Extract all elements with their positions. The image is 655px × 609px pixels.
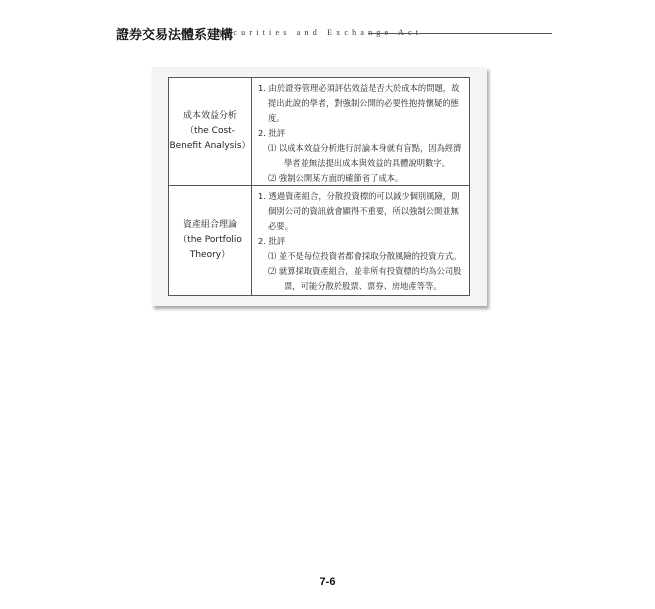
description-line: 必要。 bbox=[268, 221, 293, 231]
theory-english-name: Theory） bbox=[189, 250, 231, 260]
theory-name-cell bbox=[169, 186, 252, 295]
description-line: 2. 批評 bbox=[258, 236, 286, 246]
header-divider bbox=[368, 33, 552, 34]
theory-english-name: Benefit Analysis） bbox=[169, 141, 251, 151]
theory-name: 成本效益分析 bbox=[182, 111, 237, 121]
description-line: ⑴ 並不是每位投資者都會採取分散風險的投資方式。 bbox=[268, 251, 462, 261]
description-line: 個別公司的資訊就會顯得不重要，所以強制公開並無 bbox=[268, 206, 459, 216]
book-subtitle: Securities and Exchange Act bbox=[217, 28, 423, 37]
theory-table-panel bbox=[152, 67, 487, 306]
theory-description-cell bbox=[252, 186, 469, 295]
book-title: 證券交易法體系建構 bbox=[116, 28, 234, 43]
description-line: 1. 由於證券管理必須評估效益是否大於成本的問題，故 bbox=[258, 83, 460, 93]
theory-table bbox=[168, 77, 470, 296]
description-line: 票，可能分散於股票、票券、房地產等等。 bbox=[284, 281, 442, 291]
page-number: 7-6 bbox=[319, 576, 336, 588]
description-line: 提出此說的學者，對強制公開的必要性抱持懷疑的態 bbox=[268, 98, 459, 108]
description-line: 1. 透過資產組合，分散投資標的可以減少個別風險，則 bbox=[258, 191, 460, 201]
theory-name-cell bbox=[169, 78, 252, 185]
theory-english-name: （the Cost- bbox=[185, 126, 235, 136]
theory-name: 資產組合理論 bbox=[182, 220, 237, 230]
description-line: 度。 bbox=[268, 113, 285, 123]
description-line: ⑵ 強制公開某方面的確節省了成本。 bbox=[268, 173, 404, 183]
description-line: 學者並無法提出成本與效益的具體說明數字。 bbox=[284, 158, 450, 168]
description-line: 2. 批評 bbox=[258, 128, 286, 138]
table-row bbox=[169, 78, 469, 186]
theory-description-cell bbox=[252, 78, 469, 185]
table-row bbox=[169, 186, 469, 295]
description-line: ⑵ 就算採取資產組合，並非所有投資標的均為公司股 bbox=[268, 266, 462, 276]
theory-english-name: （the Portfolio bbox=[178, 235, 242, 245]
description-line: ⑴ 以成本效益分析進行討論本身就有盲點，因為經濟 bbox=[268, 143, 462, 153]
